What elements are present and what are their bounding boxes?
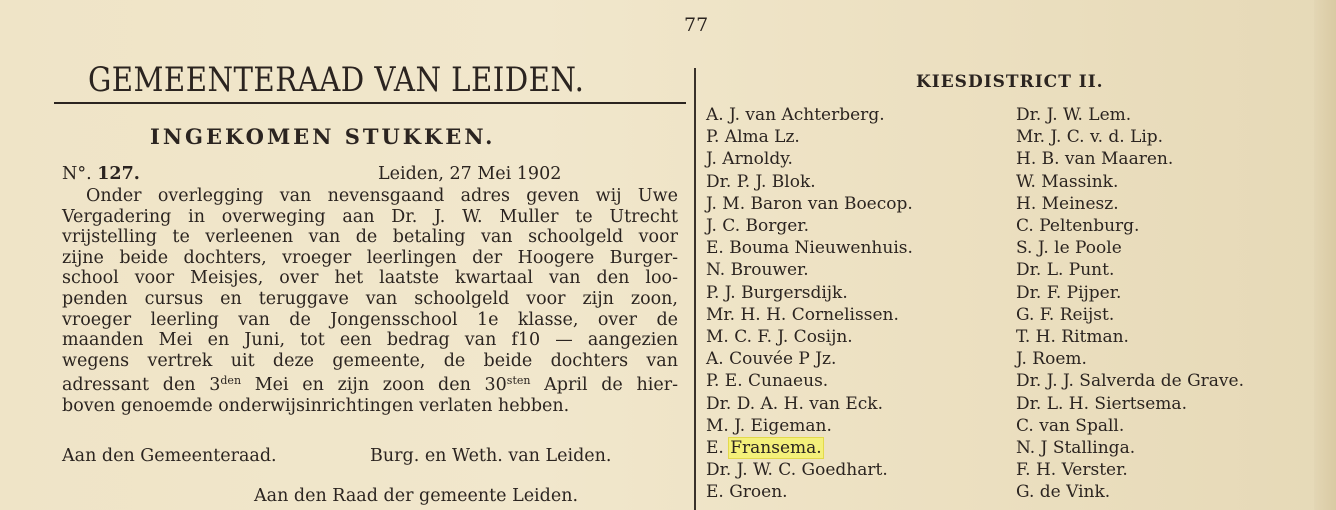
body-line: wegens vertrek uit deze gemeente, de beide dochters van	[62, 350, 678, 371]
list-item: Dr. F. Pijper.	[1016, 282, 1122, 303]
closing-line: Aan den Raad der gemeente Leiden.	[254, 486, 579, 506]
body-text: adressant den 3	[62, 375, 221, 396]
document-body	[62, 186, 678, 417]
list-item: Dr. P. J. Blok.	[706, 171, 816, 192]
list-item: Dr. L. Punt.	[1016, 260, 1115, 281]
list-item: W. Massink.	[1016, 171, 1119, 192]
list-item: T. H. Ritman.	[1016, 327, 1129, 348]
list-item: M. J. Eigeman.	[706, 415, 832, 436]
list-item: J. Roem.	[1016, 349, 1087, 370]
body-line: zijne beide dochters, vroeger leerlingen der Hoogere Burger-	[62, 247, 678, 268]
list-item-prefix: E.	[706, 438, 730, 459]
list-item: M. C. F. J. Cosijn.	[706, 327, 853, 348]
search-highlight: Fransema.	[730, 438, 822, 459]
list-item: S. J. le Poole	[1016, 238, 1122, 259]
list-item: C. van Spall.	[1016, 415, 1125, 436]
signatory: Burg. en Weth. van Leiden.	[370, 446, 612, 466]
list-item: A. Couvée P Jz.	[706, 349, 837, 370]
body-line: penden cursus en teruggave van schoolgeld voor zijn zoon,	[62, 288, 678, 309]
body-text: Mei en zijn zoon den 30	[241, 375, 507, 396]
list-item: C. Peltenburg.	[1016, 216, 1140, 237]
column-divider	[694, 68, 696, 510]
body-line: vrijstelling te verleenen van de betaling van schoolgeld voor	[62, 227, 678, 248]
body-line: Vergadering in overweging aan Dr. J. W. Muller te Utrecht	[62, 206, 678, 227]
list-item: Dr. J. J. Salverda de Grave.	[1016, 371, 1244, 392]
number-value: 127.	[97, 164, 140, 184]
body-text: April de hier-	[530, 375, 678, 396]
list-item: Dr. D. A. H. van Eck.	[706, 393, 883, 414]
name-list-column-2	[1016, 104, 1244, 504]
list-item: E. Groen.	[706, 482, 788, 503]
section-subtitle: INGEKOMEN STUKKEN.	[150, 124, 496, 149]
body-line: vroeger leerling van de Jongensschool 1e klasse, over de	[62, 309, 678, 330]
list-item: Mr. H. H. Cornelissen.	[706, 304, 899, 325]
list-item: Mr. J. C. v. d. Lip.	[1016, 127, 1164, 148]
list-item: Dr. J. W. C. Goedhart.	[706, 460, 888, 481]
list-item: H. B. van Maaren.	[1016, 149, 1174, 170]
page-number: 77	[684, 14, 709, 36]
addressee: Aan den Gemeenteraad.	[62, 446, 277, 466]
list-item: J. Arnoldy.	[706, 149, 793, 170]
page-title: GEMEENTERAAD VAN LEIDEN.	[88, 60, 585, 100]
list-item: P. E. Cunaeus.	[706, 371, 829, 392]
list-item: N. Brouwer.	[706, 260, 809, 281]
body-line: boven genoemde onderwijsinrichtingen verlaten hebben.	[62, 395, 570, 416]
list-item: J. C. Borger.	[706, 216, 809, 237]
superscript: sten	[506, 374, 531, 388]
list-item: P. J. Burgersdijk.	[706, 282, 848, 303]
title-rule	[54, 102, 686, 104]
list-item: N. J Stallinga.	[1016, 438, 1136, 459]
document-date: Leiden, 27 Mei 1902	[378, 164, 562, 184]
document-number	[62, 164, 140, 184]
body-line	[62, 371, 678, 396]
list-item: G. F. Reijst.	[1016, 304, 1115, 325]
body-line: school voor Meisjes, over het laatste kwartaal van den loo-	[62, 268, 678, 289]
list-item: J. M. Baron van Boecop.	[706, 193, 913, 214]
page-edge	[1314, 0, 1336, 510]
list-item: H. Meinesz.	[1016, 193, 1119, 214]
list-item: P. Alma Lz.	[706, 127, 800, 148]
list-item: A. J. van Achterberg.	[706, 105, 885, 125]
name-list-column-1	[706, 104, 913, 504]
list-item: E. Bouma Nieuwenhuis.	[706, 238, 913, 259]
list-item: Dr. J. W. Lem.	[1016, 105, 1132, 125]
district-heading: KIESDISTRICT II.	[916, 72, 1104, 92]
list-item-highlighted	[706, 437, 913, 459]
body-line: Onder overlegging van nevensgaand adres geven wij Uwe	[86, 186, 678, 206]
list-item: G. de Vink.	[1016, 482, 1111, 503]
list-item: F. H. Verster.	[1016, 460, 1128, 481]
number-prefix: N°.	[62, 164, 92, 184]
body-line: maanden Mei en Juni, tot een bedrag van f10 — aangezien	[62, 330, 678, 351]
list-item: Dr. L. H. Siertsema.	[1016, 393, 1187, 414]
superscript: den	[220, 374, 242, 388]
